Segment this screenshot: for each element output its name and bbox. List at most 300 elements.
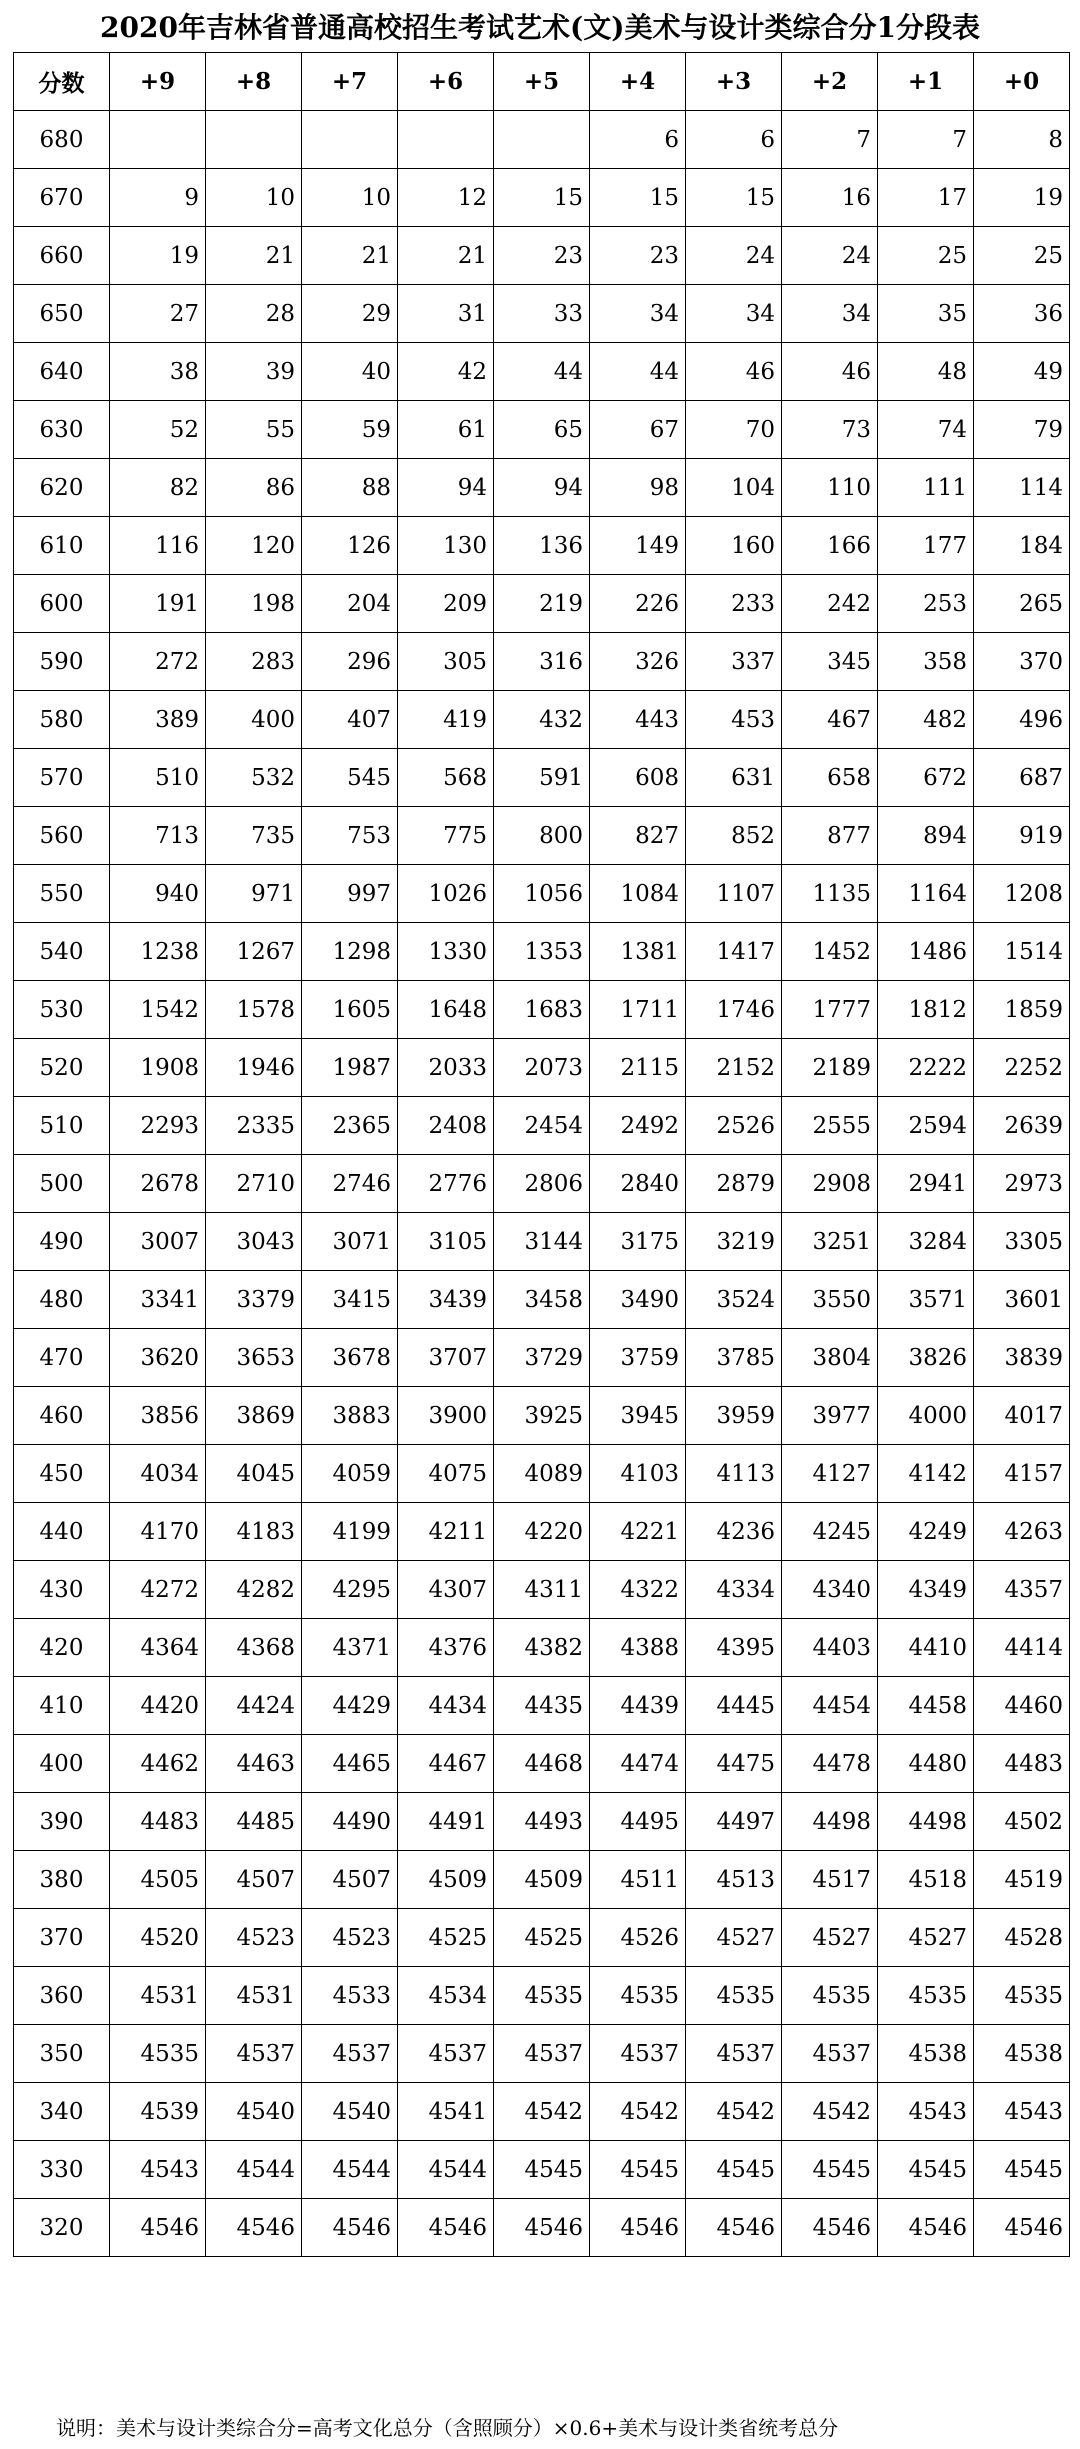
cumulative-count-cell: 6 — [590, 111, 686, 169]
cumulative-count-cell: 4545 — [686, 2141, 782, 2199]
cumulative-count-cell: 389 — [110, 691, 206, 749]
cumulative-count-cell: 4535 — [494, 1967, 590, 2025]
cumulative-count-cell: 42 — [398, 343, 494, 401]
cumulative-count-cell: 3524 — [686, 1271, 782, 1329]
cumulative-count-cell: 233 — [686, 575, 782, 633]
cumulative-count-cell: 4468 — [494, 1735, 590, 1793]
cumulative-count-cell: 1417 — [686, 923, 782, 981]
cumulative-count-cell: 34 — [686, 285, 782, 343]
cumulative-count-cell: 4509 — [398, 1851, 494, 1909]
cumulative-count-cell: 61 — [398, 401, 494, 459]
table-row — [14, 575, 1070, 633]
cumulative-count-cell: 49 — [974, 343, 1070, 401]
cumulative-count-cell: 4490 — [302, 1793, 398, 1851]
cumulative-count-cell: 1711 — [590, 981, 686, 1039]
cumulative-count-cell: 4113 — [686, 1445, 782, 1503]
cumulative-count-cell: 3105 — [398, 1213, 494, 1271]
cumulative-count-cell: 4221 — [590, 1503, 686, 1561]
cumulative-count-cell: 4545 — [974, 2141, 1070, 2199]
cumulative-count-cell: 265 — [974, 575, 1070, 633]
cumulative-count-cell: 4545 — [494, 2141, 590, 2199]
cumulative-count-cell: 1746 — [686, 981, 782, 1039]
cumulative-count-cell: 482 — [878, 691, 974, 749]
cumulative-count-cell: 3043 — [206, 1213, 302, 1271]
score-base-cell: 530 — [14, 981, 110, 1039]
score-base-cell: 350 — [14, 2025, 110, 2083]
cumulative-count-cell: 111 — [878, 459, 974, 517]
cumulative-count-cell: 940 — [110, 865, 206, 923]
cumulative-count-cell: 3785 — [686, 1329, 782, 1387]
cumulative-count-cell: 4542 — [686, 2083, 782, 2141]
cumulative-count-cell: 253 — [878, 575, 974, 633]
table-row — [14, 633, 1070, 691]
cumulative-count-cell: 4263 — [974, 1503, 1070, 1561]
cumulative-count-cell: 3175 — [590, 1213, 686, 1271]
cumulative-count-cell: 10 — [302, 169, 398, 227]
table-row — [14, 1039, 1070, 1097]
cumulative-count-cell: 4498 — [782, 1793, 878, 1851]
cumulative-count-cell: 3869 — [206, 1387, 302, 1445]
cumulative-count-cell: 166 — [782, 517, 878, 575]
cumulative-count-cell: 4545 — [878, 2141, 974, 2199]
cumulative-count-cell: 2115 — [590, 1039, 686, 1097]
cumulative-count-cell: 631 — [686, 749, 782, 807]
cumulative-count-cell: 24 — [686, 227, 782, 285]
cumulative-count-cell: 496 — [974, 691, 1070, 749]
cumulative-count-cell: 4544 — [302, 2141, 398, 2199]
table-row — [14, 1387, 1070, 1445]
cumulative-count-cell: 2594 — [878, 1097, 974, 1155]
cumulative-count-cell: 3415 — [302, 1271, 398, 1329]
cumulative-count-cell: 4545 — [590, 2141, 686, 2199]
table-row — [14, 1271, 1070, 1329]
cumulative-count-cell: 443 — [590, 691, 686, 749]
cumulative-count-cell: 3839 — [974, 1329, 1070, 1387]
cumulative-count-cell: 4245 — [782, 1503, 878, 1561]
cumulative-count-cell: 149 — [590, 517, 686, 575]
cumulative-count-cell: 1267 — [206, 923, 302, 981]
cumulative-count-cell: 21 — [398, 227, 494, 285]
cumulative-count-cell — [302, 111, 398, 169]
table-header-row — [14, 53, 1070, 111]
cumulative-count-cell: 2776 — [398, 1155, 494, 1213]
cumulative-count-cell: 4509 — [494, 1851, 590, 1909]
score-base-cell: 330 — [14, 2141, 110, 2199]
score-base-cell: 680 — [14, 111, 110, 169]
table-row — [14, 1677, 1070, 1735]
cumulative-count-cell: 1238 — [110, 923, 206, 981]
cumulative-count-cell: 1648 — [398, 981, 494, 1039]
cumulative-count-cell: 17 — [878, 169, 974, 227]
cumulative-count-cell: 4211 — [398, 1503, 494, 1561]
table-row — [14, 343, 1070, 401]
cumulative-count-cell: 4388 — [590, 1619, 686, 1677]
cumulative-count-cell: 2908 — [782, 1155, 878, 1213]
cumulative-count-cell: 44 — [590, 343, 686, 401]
cumulative-count-cell: 3977 — [782, 1387, 878, 1445]
cumulative-count-cell: 46 — [686, 343, 782, 401]
cumulative-count-cell: 4282 — [206, 1561, 302, 1619]
cumulative-count-cell: 4295 — [302, 1561, 398, 1619]
cumulative-count-cell: 432 — [494, 691, 590, 749]
cumulative-count-cell: 1605 — [302, 981, 398, 1039]
cumulative-count-cell: 2879 — [686, 1155, 782, 1213]
cumulative-count-cell: 67 — [590, 401, 686, 459]
table-row — [14, 807, 1070, 865]
cumulative-count-cell: 3305 — [974, 1213, 1070, 1271]
cumulative-count-cell: 4546 — [302, 2199, 398, 2257]
cumulative-count-cell: 2365 — [302, 1097, 398, 1155]
cumulative-count-cell: 4526 — [590, 1909, 686, 1967]
cumulative-count-cell: 3601 — [974, 1271, 1070, 1329]
column-header-offset: +4 — [590, 53, 686, 111]
cumulative-count-cell: 1135 — [782, 865, 878, 923]
cumulative-count-cell: 4382 — [494, 1619, 590, 1677]
cumulative-count-cell: 4311 — [494, 1561, 590, 1619]
cumulative-count-cell: 971 — [206, 865, 302, 923]
cumulative-count-cell: 4474 — [590, 1735, 686, 1793]
score-base-cell: 360 — [14, 1967, 110, 2025]
cumulative-count-cell: 110 — [782, 459, 878, 517]
cumulative-count-cell: 4307 — [398, 1561, 494, 1619]
cumulative-count-cell: 4403 — [782, 1619, 878, 1677]
cumulative-count-cell: 4439 — [590, 1677, 686, 1735]
cumulative-count-cell: 1777 — [782, 981, 878, 1039]
cumulative-count-cell: 4538 — [974, 2025, 1070, 2083]
cumulative-count-cell: 1946 — [206, 1039, 302, 1097]
cumulative-count-cell: 1683 — [494, 981, 590, 1039]
score-base-cell: 560 — [14, 807, 110, 865]
cumulative-count-cell: 4546 — [878, 2199, 974, 2257]
cumulative-count-cell: 4272 — [110, 1561, 206, 1619]
cumulative-count-cell: 4465 — [302, 1735, 398, 1793]
cumulative-count-cell: 4340 — [782, 1561, 878, 1619]
cumulative-count-cell: 19 — [110, 227, 206, 285]
cumulative-count-cell: 4546 — [494, 2199, 590, 2257]
cumulative-count-cell: 4491 — [398, 1793, 494, 1851]
score-base-cell: 490 — [14, 1213, 110, 1271]
table-row — [14, 459, 1070, 517]
cumulative-count-cell: 4520 — [110, 1909, 206, 1967]
cumulative-count-cell: 204 — [302, 575, 398, 633]
cumulative-count-cell: 4059 — [302, 1445, 398, 1503]
cumulative-count-cell: 130 — [398, 517, 494, 575]
cumulative-count-cell: 4000 — [878, 1387, 974, 1445]
cumulative-count-cell: 4535 — [878, 1967, 974, 2025]
cumulative-count-cell: 337 — [686, 633, 782, 691]
cumulative-count-cell: 3900 — [398, 1387, 494, 1445]
cumulative-count-cell: 120 — [206, 517, 302, 575]
cumulative-count-cell: 532 — [206, 749, 302, 807]
cumulative-count-cell: 800 — [494, 807, 590, 865]
cumulative-count-cell: 1026 — [398, 865, 494, 923]
score-base-cell: 510 — [14, 1097, 110, 1155]
table-row — [14, 517, 1070, 575]
cumulative-count-cell: 4424 — [206, 1677, 302, 1735]
cumulative-count-cell: 2746 — [302, 1155, 398, 1213]
column-header-score: 分数 — [14, 53, 110, 111]
score-base-cell: 670 — [14, 169, 110, 227]
cumulative-count-cell: 65 — [494, 401, 590, 459]
score-base-cell: 440 — [14, 1503, 110, 1561]
score-base-cell: 590 — [14, 633, 110, 691]
cumulative-count-cell: 27 — [110, 285, 206, 343]
cumulative-count-cell: 4478 — [782, 1735, 878, 1793]
cumulative-count-cell: 16 — [782, 169, 878, 227]
cumulative-count-cell: 209 — [398, 575, 494, 633]
cumulative-count-cell: 3653 — [206, 1329, 302, 1387]
cumulative-count-cell: 4357 — [974, 1561, 1070, 1619]
cumulative-count-cell: 1908 — [110, 1039, 206, 1097]
cumulative-count-cell: 3439 — [398, 1271, 494, 1329]
cumulative-count-cell: 4546 — [398, 2199, 494, 2257]
score-base-cell: 570 — [14, 749, 110, 807]
cumulative-count-cell: 40 — [302, 343, 398, 401]
cumulative-count-cell: 23 — [494, 227, 590, 285]
cumulative-count-cell: 4420 — [110, 1677, 206, 1735]
cumulative-count-cell: 3550 — [782, 1271, 878, 1329]
cumulative-count-cell: 407 — [302, 691, 398, 749]
cumulative-count-cell: 4546 — [206, 2199, 302, 2257]
cumulative-count-cell: 4017 — [974, 1387, 1070, 1445]
cumulative-count-cell: 7 — [878, 111, 974, 169]
cumulative-count-cell: 4546 — [110, 2199, 206, 2257]
cumulative-count-cell: 4519 — [974, 1851, 1070, 1909]
cumulative-count-cell: 79 — [974, 401, 1070, 459]
score-base-cell: 520 — [14, 1039, 110, 1097]
cumulative-count-cell: 191 — [110, 575, 206, 633]
cumulative-count-cell: 4537 — [686, 2025, 782, 2083]
cumulative-count-cell: 34 — [590, 285, 686, 343]
cumulative-count-cell: 198 — [206, 575, 302, 633]
table-row — [14, 111, 1070, 169]
cumulative-count-cell: 3071 — [302, 1213, 398, 1271]
table-row — [14, 923, 1070, 981]
cumulative-count-cell: 4364 — [110, 1619, 206, 1677]
cumulative-count-cell: 38 — [110, 343, 206, 401]
cumulative-count-cell: 4511 — [590, 1851, 686, 1909]
cumulative-count-cell: 4483 — [974, 1735, 1070, 1793]
cumulative-count-cell: 1578 — [206, 981, 302, 1039]
cumulative-count-cell: 4505 — [110, 1851, 206, 1909]
cumulative-count-cell: 126 — [302, 517, 398, 575]
cumulative-count-cell: 4507 — [302, 1851, 398, 1909]
score-base-cell: 550 — [14, 865, 110, 923]
cumulative-count-cell: 419 — [398, 691, 494, 749]
cumulative-count-cell: 2189 — [782, 1039, 878, 1097]
cumulative-count-cell: 2973 — [974, 1155, 1070, 1213]
table-row — [14, 401, 1070, 459]
cumulative-count-cell: 2678 — [110, 1155, 206, 1213]
cumulative-count-cell: 4535 — [974, 1967, 1070, 2025]
cumulative-count-cell: 4546 — [782, 2199, 878, 2257]
cumulative-count-cell: 4458 — [878, 1677, 974, 1735]
cumulative-count-cell: 919 — [974, 807, 1070, 865]
cumulative-count-cell: 4414 — [974, 1619, 1070, 1677]
cumulative-count-cell: 4349 — [878, 1561, 974, 1619]
score-base-cell: 650 — [14, 285, 110, 343]
cumulative-count-cell: 1298 — [302, 923, 398, 981]
cumulative-count-cell: 687 — [974, 749, 1070, 807]
score-base-cell: 500 — [14, 1155, 110, 1213]
column-header-offset: +0 — [974, 53, 1070, 111]
cumulative-count-cell: 35 — [878, 285, 974, 343]
cumulative-count-cell: 55 — [206, 401, 302, 459]
score-base-cell: 450 — [14, 1445, 110, 1503]
cumulative-count-cell: 345 — [782, 633, 878, 691]
cumulative-count-cell: 658 — [782, 749, 878, 807]
cumulative-count-cell: 997 — [302, 865, 398, 923]
cumulative-count-cell: 21 — [206, 227, 302, 285]
cumulative-count-cell: 3925 — [494, 1387, 590, 1445]
cumulative-count-cell: 3379 — [206, 1271, 302, 1329]
cumulative-count-cell: 24 — [782, 227, 878, 285]
cumulative-count-cell: 2806 — [494, 1155, 590, 1213]
score-base-cell: 400 — [14, 1735, 110, 1793]
cumulative-count-cell: 94 — [494, 459, 590, 517]
cumulative-count-cell: 4103 — [590, 1445, 686, 1503]
cumulative-count-cell — [494, 111, 590, 169]
table-row — [14, 981, 1070, 1039]
cumulative-count-cell: 4546 — [686, 2199, 782, 2257]
cumulative-count-cell: 4543 — [878, 2083, 974, 2141]
table-row — [14, 1967, 1070, 2025]
cumulative-count-cell: 4543 — [974, 2083, 1070, 2141]
cumulative-count-cell: 3490 — [590, 1271, 686, 1329]
cumulative-count-cell: 4517 — [782, 1851, 878, 1909]
cumulative-count-cell: 4528 — [974, 1909, 1070, 1967]
cumulative-count-cell: 4368 — [206, 1619, 302, 1677]
cumulative-count-cell: 4539 — [110, 2083, 206, 2141]
cumulative-count-cell: 4523 — [206, 1909, 302, 1967]
column-header-offset: +2 — [782, 53, 878, 111]
cumulative-count-cell: 1330 — [398, 923, 494, 981]
cumulative-count-cell: 4535 — [686, 1967, 782, 2025]
table-row — [14, 1909, 1070, 1967]
cumulative-count-cell: 44 — [494, 343, 590, 401]
cumulative-count-cell: 48 — [878, 343, 974, 401]
cumulative-count-cell: 2252 — [974, 1039, 1070, 1097]
cumulative-count-cell: 34 — [782, 285, 878, 343]
cumulative-count-cell: 36 — [974, 285, 1070, 343]
cumulative-count-cell: 94 — [398, 459, 494, 517]
column-header-offset: +7 — [302, 53, 398, 111]
cumulative-count-cell: 3856 — [110, 1387, 206, 1445]
score-base-cell: 540 — [14, 923, 110, 981]
cumulative-count-cell: 3959 — [686, 1387, 782, 1445]
cumulative-count-cell: 3826 — [878, 1329, 974, 1387]
cumulative-count-cell: 4376 — [398, 1619, 494, 1677]
cumulative-count-cell: 4249 — [878, 1503, 974, 1561]
cumulative-count-cell: 1514 — [974, 923, 1070, 981]
cumulative-count-cell: 4322 — [590, 1561, 686, 1619]
cumulative-count-cell: 4537 — [398, 2025, 494, 2083]
cumulative-count-cell: 4170 — [110, 1503, 206, 1561]
cumulative-count-cell: 608 — [590, 749, 686, 807]
cumulative-count-cell: 4142 — [878, 1445, 974, 1503]
cumulative-count-cell: 15 — [494, 169, 590, 227]
cumulative-count-cell: 894 — [878, 807, 974, 865]
cumulative-count-cell: 9 — [110, 169, 206, 227]
cumulative-count-cell: 25 — [974, 227, 1070, 285]
cumulative-count-cell: 4236 — [686, 1503, 782, 1561]
cumulative-count-cell: 1084 — [590, 865, 686, 923]
cumulative-count-cell: 15 — [686, 169, 782, 227]
table-row — [14, 1619, 1070, 1677]
cumulative-count-cell: 4537 — [206, 2025, 302, 2083]
cumulative-count-cell — [206, 111, 302, 169]
cumulative-count-cell: 510 — [110, 749, 206, 807]
cumulative-count-cell: 3759 — [590, 1329, 686, 1387]
cumulative-count-cell: 272 — [110, 633, 206, 691]
score-base-cell: 580 — [14, 691, 110, 749]
score-base-cell: 320 — [14, 2199, 110, 2257]
cumulative-count-cell: 4546 — [590, 2199, 686, 2257]
cumulative-count-cell: 2033 — [398, 1039, 494, 1097]
score-base-cell: 460 — [14, 1387, 110, 1445]
cumulative-count-cell: 116 — [110, 517, 206, 575]
cumulative-count-cell: 2555 — [782, 1097, 878, 1155]
cumulative-count-cell: 4034 — [110, 1445, 206, 1503]
cumulative-count-cell: 7 — [782, 111, 878, 169]
score-base-cell: 420 — [14, 1619, 110, 1677]
cumulative-count-cell: 4127 — [782, 1445, 878, 1503]
cumulative-count-cell: 70 — [686, 401, 782, 459]
cumulative-count-cell: 73 — [782, 401, 878, 459]
table-row — [14, 2083, 1070, 2141]
cumulative-count-cell: 4445 — [686, 1677, 782, 1735]
table-row — [14, 1155, 1070, 1213]
score-base-cell: 640 — [14, 343, 110, 401]
cumulative-count-cell: 4199 — [302, 1503, 398, 1561]
column-header-offset: +3 — [686, 53, 782, 111]
cumulative-count-cell: 3144 — [494, 1213, 590, 1271]
score-distribution-table — [13, 52, 1070, 2257]
column-header-offset: +5 — [494, 53, 590, 111]
cumulative-count-cell: 4435 — [494, 1677, 590, 1735]
cumulative-count-cell: 735 — [206, 807, 302, 865]
cumulative-count-cell: 2526 — [686, 1097, 782, 1155]
score-base-cell: 660 — [14, 227, 110, 285]
cumulative-count-cell: 4542 — [590, 2083, 686, 2141]
cumulative-count-cell: 31 — [398, 285, 494, 343]
cumulative-count-cell: 4480 — [878, 1735, 974, 1793]
cumulative-count-cell: 19 — [974, 169, 1070, 227]
cumulative-count-cell: 316 — [494, 633, 590, 691]
cumulative-count-cell: 4045 — [206, 1445, 302, 1503]
cumulative-count-cell: 1987 — [302, 1039, 398, 1097]
cumulative-count-cell: 1208 — [974, 865, 1070, 923]
cumulative-count-cell: 39 — [206, 343, 302, 401]
cumulative-count-cell: 4538 — [878, 2025, 974, 2083]
cumulative-count-cell: 23 — [590, 227, 686, 285]
cumulative-count-cell: 2454 — [494, 1097, 590, 1155]
cumulative-count-cell: 877 — [782, 807, 878, 865]
table-row — [14, 1097, 1070, 1155]
cumulative-count-cell: 672 — [878, 749, 974, 807]
cumulative-count-cell: 1859 — [974, 981, 1070, 1039]
cumulative-count-cell: 370 — [974, 633, 1070, 691]
table-row — [14, 865, 1070, 923]
score-base-cell: 430 — [14, 1561, 110, 1619]
cumulative-count-cell: 4467 — [398, 1735, 494, 1793]
cumulative-count-cell: 1381 — [590, 923, 686, 981]
cumulative-count-cell: 2840 — [590, 1155, 686, 1213]
cumulative-count-cell: 4463 — [206, 1735, 302, 1793]
cumulative-count-cell: 15 — [590, 169, 686, 227]
cumulative-count-cell: 4540 — [206, 2083, 302, 2141]
cumulative-count-cell: 4493 — [494, 1793, 590, 1851]
